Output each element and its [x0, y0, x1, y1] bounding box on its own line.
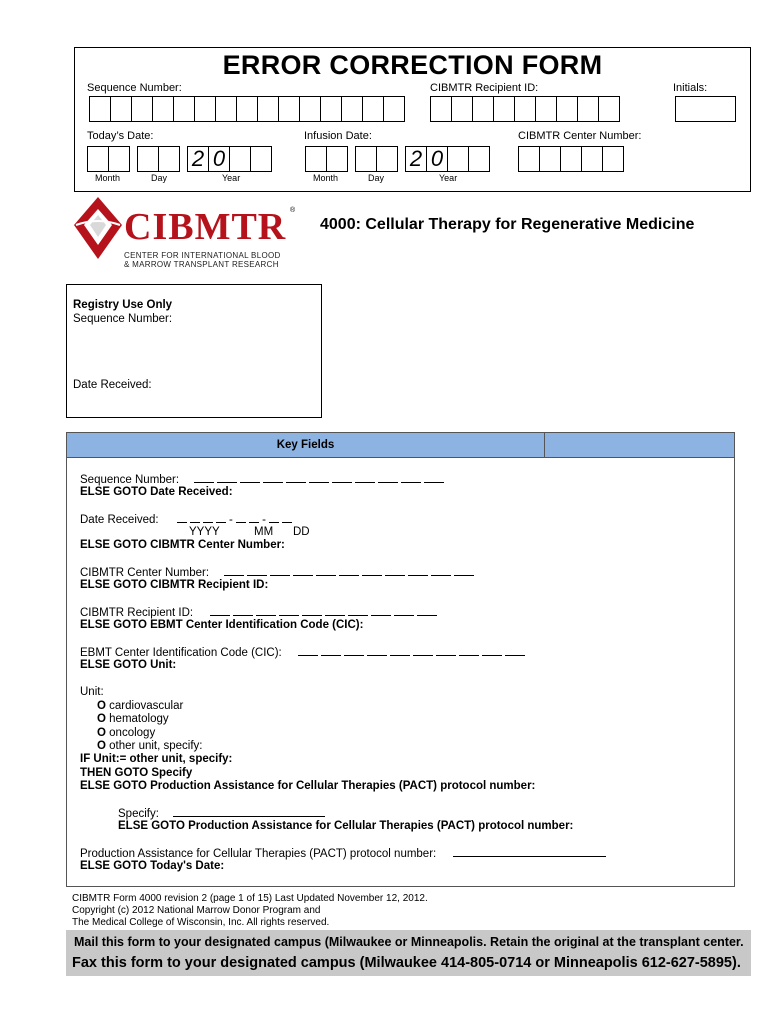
radio-marker-icon: O: [97, 740, 106, 752]
digit-box[interactable]: [215, 96, 237, 122]
footer-line3: The Medical College of Wisconsin, Inc. All rights reserved.: [72, 917, 330, 928]
blank-slot[interactable]: [459, 646, 479, 656]
specify-input-line[interactable]: [173, 807, 325, 817]
registered-mark: ®: [290, 207, 296, 214]
kf-unit-label: Unit:: [80, 686, 104, 698]
today-year-label: Year: [222, 173, 241, 183]
unit-option-label: cardiovascular: [109, 700, 184, 712]
recipient-id-label: CIBMTR Recipient ID:: [430, 82, 539, 94]
digit-box[interactable]: [468, 146, 490, 172]
digit-box[interactable]: [194, 96, 216, 122]
key-fields-title: Key Fields: [276, 439, 335, 451]
blank-slot[interactable]: [309, 473, 329, 483]
digit-box[interactable]: [152, 96, 174, 122]
unit-option-label: hematology: [109, 713, 169, 725]
digit-box[interactable]: [405, 146, 427, 172]
blank-slot[interactable]: [454, 566, 474, 576]
digit-box[interactable]: [447, 146, 469, 172]
digit-box[interactable]: [426, 146, 448, 172]
footer-line2: Copyright (c) 2012 National Marrow Donor Program and: [72, 905, 321, 916]
mail-instruction: Mail this form to your designated campus (Milwaukee or Minneapolis. Retain the original at the transplant center.: [74, 935, 744, 949]
unit-option-label: oncology: [109, 727, 156, 739]
blank-slot[interactable]: [505, 646, 525, 656]
digit-box[interactable]: [299, 96, 321, 122]
blank-slot[interactable]: [385, 566, 405, 576]
blank-slot[interactable]: [194, 473, 214, 483]
kf-unit-then: THEN GOTO Specify: [80, 767, 193, 779]
blank-slot[interactable]: [408, 566, 428, 576]
blank-slot[interactable]: [401, 473, 421, 483]
digit-box[interactable]: [137, 146, 159, 172]
blank-slot[interactable]: [233, 606, 253, 616]
blank-slot[interactable]: [302, 606, 322, 616]
kf-recipient-goto: ELSE GOTO EBMT Center Identification Code (CIC):: [80, 619, 364, 631]
blank-slot[interactable]: [210, 606, 230, 616]
kf-center-blanks[interactable]: [224, 567, 477, 579]
blank-slot[interactable]: [482, 646, 502, 656]
kf-unit-if: IF Unit:= other unit, specify:: [80, 753, 233, 765]
digit-box[interactable]: [229, 146, 251, 172]
digit-box[interactable]: [535, 96, 557, 122]
digit-box[interactable]: [89, 96, 111, 122]
blank-slot[interactable]: [417, 606, 437, 616]
digit-box[interactable]: [560, 146, 582, 172]
digit-box[interactable]: [581, 146, 603, 172]
kf-specify-goto: ELSE GOTO Production Assistance for Cellular Therapies (PACT) protocol number:: [118, 820, 574, 832]
today-month-label: Month: [95, 173, 121, 183]
blank-slot[interactable]: [332, 473, 352, 483]
digit-box[interactable]: [493, 96, 515, 122]
blank-slot[interactable]: [339, 566, 359, 576]
center-number-label: CIBMTR Center Number:: [518, 130, 642, 142]
unit-option-label: other unit, specify:: [109, 740, 203, 752]
today-day-label: Day: [151, 173, 168, 183]
kf-center-goto: ELSE GOTO CIBMTR Recipient ID:: [80, 579, 269, 591]
kf-date-row: Date Received: - -: [80, 513, 295, 528]
prefilled-digit: 2: [409, 146, 423, 171]
digit-box[interactable]: [320, 96, 342, 122]
digit-box[interactable]: [341, 96, 363, 122]
kf-date-month-blanks[interactable]: [236, 514, 262, 526]
cibmtr-emblem-icon: [72, 195, 124, 261]
blank-slot[interactable]: [224, 566, 244, 576]
blank-slot[interactable]: [240, 473, 260, 483]
digit-box[interactable]: [598, 96, 620, 122]
blank-slot[interactable]: [316, 566, 336, 576]
digit-box[interactable]: [278, 96, 300, 122]
kf-date-dd: DD: [293, 526, 310, 538]
todays-date-label: Today’s Date:: [87, 130, 154, 142]
digit-box[interactable]: [158, 146, 180, 172]
footer-line1: CIBMTR Form 4000 revision 2 (page 1 of 15) Last Updated November 12, 2012.: [72, 893, 428, 904]
digit-box[interactable]: [577, 96, 599, 122]
digit-box[interactable]: [108, 146, 130, 172]
kf-recipient-label: CIBMTR Recipient ID:: [80, 607, 194, 619]
kf-date-label: Date Received:: [80, 514, 159, 526]
blank-slot[interactable]: [344, 646, 364, 656]
fax-instruction: Fax this form to your designated campus (Milwaukee 414-805-0714 or Minneapolis 612-627-5895).: [72, 955, 741, 971]
digit-box[interactable]: [173, 96, 195, 122]
digit-box[interactable]: [383, 96, 405, 122]
blank-slot[interactable]: [321, 646, 341, 656]
radio-marker-icon: O: [97, 713, 106, 725]
digit-box[interactable]: [556, 96, 578, 122]
blank-slot[interactable]: [269, 513, 279, 523]
blank-slot[interactable]: [249, 513, 259, 523]
digit-box[interactable]: [539, 146, 561, 172]
prefilled-digit: 0: [212, 146, 226, 171]
digit-box[interactable]: [362, 96, 384, 122]
key-fields-panel: [66, 432, 735, 887]
pact-input-line[interactable]: [453, 847, 606, 857]
kf-center-label: CIBMTR Center Number:: [80, 567, 210, 579]
digit-box[interactable]: [602, 146, 624, 172]
digit-box[interactable]: [376, 146, 398, 172]
header-divider: [544, 433, 545, 458]
kf-pact-label: Production Assistance for Cellular Therapies (PACT) protocol number:: [80, 848, 437, 860]
blank-slot[interactable]: [236, 513, 246, 523]
cibmtr-logo: [72, 193, 302, 273]
mail-fax-bar: [66, 930, 751, 976]
digit-box[interactable]: [514, 96, 536, 122]
blank-slot[interactable]: [177, 513, 187, 523]
blank-slot[interactable]: [394, 606, 414, 616]
blank-slot[interactable]: [436, 646, 456, 656]
digit-box[interactable]: [518, 146, 540, 172]
infusion-year-label: Year: [439, 173, 458, 183]
kf-ebmt-label: EBMT Center Identification Code (CIC):: [80, 647, 282, 659]
kf-date-yyyy: YYYY: [189, 526, 220, 538]
blank-slot[interactable]: [279, 606, 299, 616]
blank-slot[interactable]: [424, 473, 444, 483]
blank-slot[interactable]: [355, 473, 375, 483]
digit-box[interactable]: [208, 146, 230, 172]
kf-date-mm: MM: [254, 526, 274, 538]
blank-slot[interactable]: [371, 606, 391, 616]
registry-sequence-label: Sequence Number:: [73, 313, 173, 325]
kf-ebmt-blanks[interactable]: [298, 647, 528, 659]
blank-slot[interactable]: [190, 513, 200, 523]
initials-label: Initials:: [673, 82, 708, 94]
kf-recipient-blanks[interactable]: [210, 607, 440, 619]
kf-pact-goto: ELSE GOTO Today's Date:: [80, 860, 225, 872]
blank-slot[interactable]: [282, 513, 292, 523]
digit-box[interactable]: [355, 146, 377, 172]
blank-slot[interactable]: [325, 606, 345, 616]
error-form-title: ERROR CORRECTION FORM: [222, 50, 603, 80]
kf-sequence-label: Sequence Number:: [80, 474, 180, 486]
blank-slot[interactable]: [413, 646, 433, 656]
logo-subtitle-line1: CENTER FOR INTERNATIONAL BLOOD: [124, 251, 281, 260]
radio-marker-icon: O: [97, 727, 106, 739]
unit-option-other[interactable]: [97, 740, 202, 754]
digit-box[interactable]: [257, 96, 279, 122]
unit-option-hematology[interactable]: [97, 713, 169, 727]
logo-wordmark: CIBMTR: [124, 206, 287, 248]
registry-use-box: [66, 284, 322, 418]
digit-box[interactable]: [187, 146, 209, 172]
digit-box[interactable]: [236, 96, 258, 122]
infusion-day-label: Day: [368, 173, 385, 183]
prefilled-digit: 0: [430, 146, 444, 171]
radio-marker-icon: O: [97, 700, 106, 712]
key-fields-header: [67, 433, 734, 458]
kf-ebmt-goto: ELSE GOTO Unit:: [80, 659, 177, 671]
blank-slot[interactable]: [362, 566, 382, 576]
digit-box[interactable]: [110, 96, 132, 122]
blank-slot[interactable]: [270, 566, 290, 576]
blank-slot[interactable]: [217, 473, 237, 483]
blank-slot[interactable]: [367, 646, 387, 656]
blank-slot[interactable]: [263, 473, 283, 483]
kf-sequence-goto: ELSE GOTO Date Received:: [80, 486, 233, 498]
blank-slot[interactable]: [348, 606, 368, 616]
prefilled-digit: 2: [191, 146, 205, 171]
digit-box[interactable]: [326, 146, 348, 172]
kf-date-year-blanks[interactable]: [177, 514, 229, 526]
digit-box[interactable]: [451, 96, 473, 122]
form-title: 4000: Cellular Therapy for Regenerative Medicine: [320, 216, 695, 233]
digit-box[interactable]: [472, 96, 494, 122]
blank-slot[interactable]: [256, 606, 276, 616]
registry-date-label: Date Received:: [73, 379, 152, 391]
error-correction-box: [74, 47, 751, 192]
digit-box[interactable]: [131, 96, 153, 122]
blank-slot[interactable]: [286, 473, 306, 483]
kf-date-day-blanks[interactable]: [269, 514, 295, 526]
kf-unit-else: ELSE GOTO Production Assistance for Cellular Therapies (PACT) protocol number:: [80, 780, 536, 792]
blank-slot[interactable]: [431, 566, 451, 576]
infusion-date-label: Infusion Date:: [304, 130, 372, 142]
unit-option-cardiovascular[interactable]: [97, 700, 183, 714]
infusion-month-label: Month: [313, 173, 339, 183]
unit-option-oncology[interactable]: [97, 727, 155, 741]
blank-slot[interactable]: [247, 566, 267, 576]
digit-box[interactable]: [87, 146, 109, 172]
digit-box[interactable]: [430, 96, 452, 122]
blank-slot[interactable]: [293, 566, 313, 576]
digit-box[interactable]: [250, 146, 272, 172]
initials-box[interactable]: [675, 96, 736, 122]
logo-subtitle-line2: & MARROW TRANSPLANT RESEARCH: [124, 260, 279, 269]
kf-sequence-blanks[interactable]: [194, 474, 447, 486]
digit-box[interactable]: [305, 146, 327, 172]
blank-slot[interactable]: [378, 473, 398, 483]
blank-slot[interactable]: [203, 513, 213, 523]
blank-slot[interactable]: [216, 513, 226, 523]
kf-specify-label: Specify:: [118, 808, 159, 820]
registry-heading: Registry Use Only: [73, 299, 173, 311]
sequence-number-label: Sequence Number:: [87, 82, 182, 94]
blank-slot[interactable]: [390, 646, 410, 656]
kf-date-goto: ELSE GOTO CIBMTR Center Number:: [80, 539, 285, 551]
blank-slot[interactable]: [298, 646, 318, 656]
